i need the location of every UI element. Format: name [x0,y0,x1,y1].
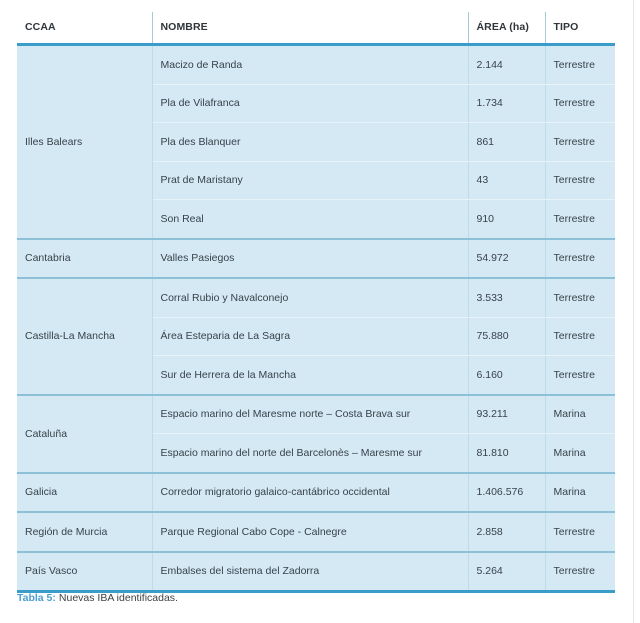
cell-nombre: Parque Regional Cabo Cope - Calnegre [152,512,468,552]
table-header [17,12,615,45]
cell-ccaa: Illes Balears [17,45,152,239]
cell-ccaa: Región de Murcia [17,512,152,552]
cell-tipo: Terrestre [545,84,615,123]
cell-area: 6.160 [468,356,545,395]
column-header-area: ÁREA (ha) [468,12,545,45]
cell-area: 2.858 [468,512,545,552]
cell-area: 3.533 [468,278,545,317]
cell-tipo: Marina [545,473,615,513]
iba-table-container [17,12,615,593]
cell-nombre: Macizo de Randa [152,45,468,85]
cell-tipo: Terrestre [545,317,615,356]
cell-ccaa: Castilla-La Mancha [17,278,152,395]
cell-tipo: Terrestre [545,278,615,317]
cell-area: 1.406.576 [468,473,545,513]
cell-nombre: Sur de Herrera de la Mancha [152,356,468,395]
cell-area: 861 [468,123,545,162]
table-header-row [17,12,615,45]
table-body [17,45,615,592]
cell-ccaa: Galicia [17,473,152,513]
cell-nombre: Área Esteparia de La Sagra [152,317,468,356]
cell-ccaa: Cataluña [17,395,152,473]
cell-nombre: Pla des Blanquer [152,123,468,162]
new-iba-table [17,12,615,593]
table-caption [17,592,178,604]
table-caption-text: Nuevas IBA identificadas. [58,592,178,604]
cell-nombre: Corredor migratorio galaico-cantábrico occidental [152,473,468,513]
cell-area: 81.810 [468,434,545,473]
cell-area: 43 [468,161,545,200]
cell-area: 2.144 [468,45,545,85]
cell-nombre: Corral Rubio y Navalconejo [152,278,468,317]
page-edge-rule [633,0,634,623]
cell-nombre: Son Real [152,200,468,239]
table-caption-label: Tabla 5: [17,592,56,604]
cell-area: 54.972 [468,239,545,279]
cell-tipo: Terrestre [545,356,615,395]
column-header-tipo: TIPO [545,12,615,45]
cell-area: 5.264 [468,552,545,592]
cell-tipo: Terrestre [545,552,615,592]
table-row [17,278,615,317]
cell-area: 910 [468,200,545,239]
table-row [17,473,615,513]
table-row [17,395,615,434]
cell-nombre: Prat de Maristany [152,161,468,200]
cell-tipo: Terrestre [545,161,615,200]
column-header-ccaa: CCAA [17,12,152,45]
cell-tipo: Terrestre [545,45,615,85]
cell-tipo: Terrestre [545,200,615,239]
cell-tipo: Terrestre [545,123,615,162]
cell-tipo: Marina [545,395,615,434]
cell-nombre: Valles Pasiegos [152,239,468,279]
cell-tipo: Terrestre [545,512,615,552]
cell-ccaa: País Vasco [17,552,152,592]
cell-tipo: Marina [545,434,615,473]
table-row [17,552,615,592]
cell-nombre: Pla de Vilafranca [152,84,468,123]
cell-nombre: Embalses del sistema del Zadorra [152,552,468,592]
cell-area: 1.734 [468,84,545,123]
column-header-nombre: NOMBRE [152,12,468,45]
table-row [17,512,615,552]
cell-nombre: Espacio marino del Maresme norte – Costa Brava sur [152,395,468,434]
cell-area: 93.211 [468,395,545,434]
table-row [17,45,615,85]
table-row [17,239,615,279]
cell-tipo: Terrestre [545,239,615,279]
cell-nombre: Espacio marino del norte del Barcelonès – Maresme sur [152,434,468,473]
cell-area: 75.880 [468,317,545,356]
cell-ccaa: Cantabria [17,239,152,279]
